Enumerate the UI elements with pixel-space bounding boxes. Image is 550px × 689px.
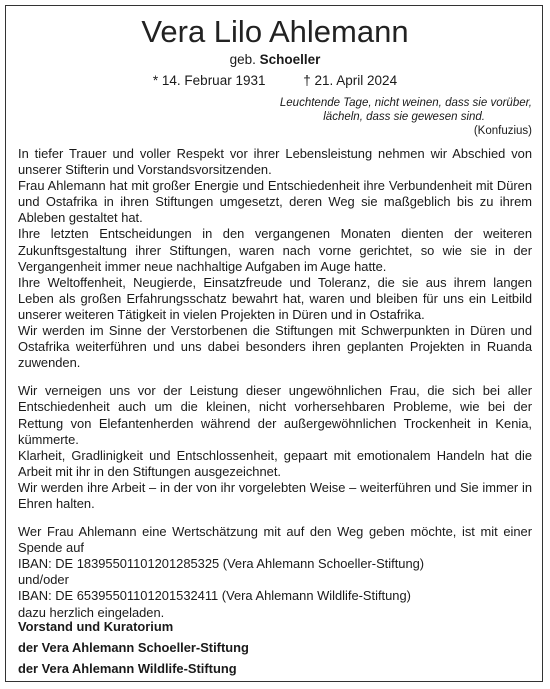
iban-wildlife: IBAN: DE 65395501101201532411 (Vera Ahlemann Wildlife-Stiftung) xyxy=(18,588,411,604)
deceased-name: Vera Lilo Ahlemann xyxy=(141,14,409,49)
paragraph-donation: Wer Frau Ahlemann eine Wertschätzung mit auf den Weg geben möchte, ist mit einer Spende auf xyxy=(18,524,532,556)
paragraph-openness: Ihre Weltoffenheit, Neugierde, Einsatzfreude und Toleranz, die sie aus ihrem langen Leben als großen Erfahrungsschatz bewahrt hat, waren und bleiben für uns ein Leitbild unserer weiteren Tätigkeit in vielen Projekten in Düren und in Ostafrika. xyxy=(18,274,532,322)
iban-schoeller: IBAN: DE 18395501101201285325 (Vera Ahlemann Schoeller-Stiftung) xyxy=(18,556,425,572)
death-date: † 21. April 2024 xyxy=(303,73,398,88)
paragraph-tribute: Wir verneigen uns vor der Leistung dieser ungewöhnlichen Frau, die sich bei aller Entschiedenheit auch um die kleinen, nicht vorhersehbaren Probleme, wie bei der Rettung von Elefantenherden während der außergewöhnlichen Trockenheit in Kenia, kümmerte. xyxy=(18,383,532,447)
donation-closing: dazu herzlich eingeladen. xyxy=(18,604,165,620)
quote-author: (Konfuzius) xyxy=(473,125,532,137)
paragraph-decisions: Ihre letzten Entscheidungen in den vergangenen Monaten dienten der weiteren Zukunftsgestaltung ihrer Stiftungen, waren nach vorne gerichtet, so wie sie in der Vergangenheit immer neue nachhaltige Aufgaben im Auge hatte. xyxy=(18,226,532,274)
signature-block xyxy=(18,616,532,679)
paragraph-energy: Frau Ahlemann hat mit großer Energie und Entschiedenheit ihre Verbundenheit mit Düren und Ostafrika in ihren Stiftungen umgesetzt, deren Weg sie maßgeblich bis zu ihrem Ableben gestaltet hat. xyxy=(18,178,532,226)
paragraph-continuation: Wir werden im Sinne der Verstorbenen die Stiftungen mit Schwerpunkten in Düren und Ostafrika weiterführen und uns dabei besonders ihren geplanten Projekten in Ruanda zuwenden. xyxy=(18,323,532,371)
signature-wildlife: der Vera Ahlemann Wildlife-Stiftung xyxy=(18,661,237,676)
signature-board: Vorstand und Kuratorium xyxy=(18,619,174,634)
birth-date: * 14. Februar 1931 xyxy=(152,73,266,88)
quote-line-1: Leuchtende Tage, nicht weinen, dass sie vorüber, xyxy=(279,97,532,109)
quote-line-2: lächeln, dass sie gewesen sind. xyxy=(323,111,485,123)
quote-block xyxy=(202,96,532,138)
life-dates xyxy=(0,73,550,89)
paragraph-farewell: In tiefer Trauer und voller Respekt vor ihrer Lebensleistung nehmen wir Abschied von unserer Stifterin und Vorstandsvorsitzenden. xyxy=(18,146,532,178)
notice-body xyxy=(18,146,532,621)
paragraph-honor: Wir werden ihre Arbeit – in der von ihr vorgelebten Weise – weiterführen und Sie immer in Ehren halten. xyxy=(18,479,532,511)
born-prefix: geb. xyxy=(229,52,256,67)
iban-connector: und/oder xyxy=(18,572,69,588)
paragraph-clarity: Klarheit, Gradlinigkeit und Entschlossenheit, gepaart mit emotionalem Handeln hat die Arbeit mit ihr in den Stiftungen ausgezeichnet. xyxy=(18,447,532,479)
maiden-name: Schoeller xyxy=(259,52,321,67)
birth-name xyxy=(0,52,550,68)
signature-schoeller: der Vera Ahlemann Schoeller-Stiftung xyxy=(18,640,249,655)
